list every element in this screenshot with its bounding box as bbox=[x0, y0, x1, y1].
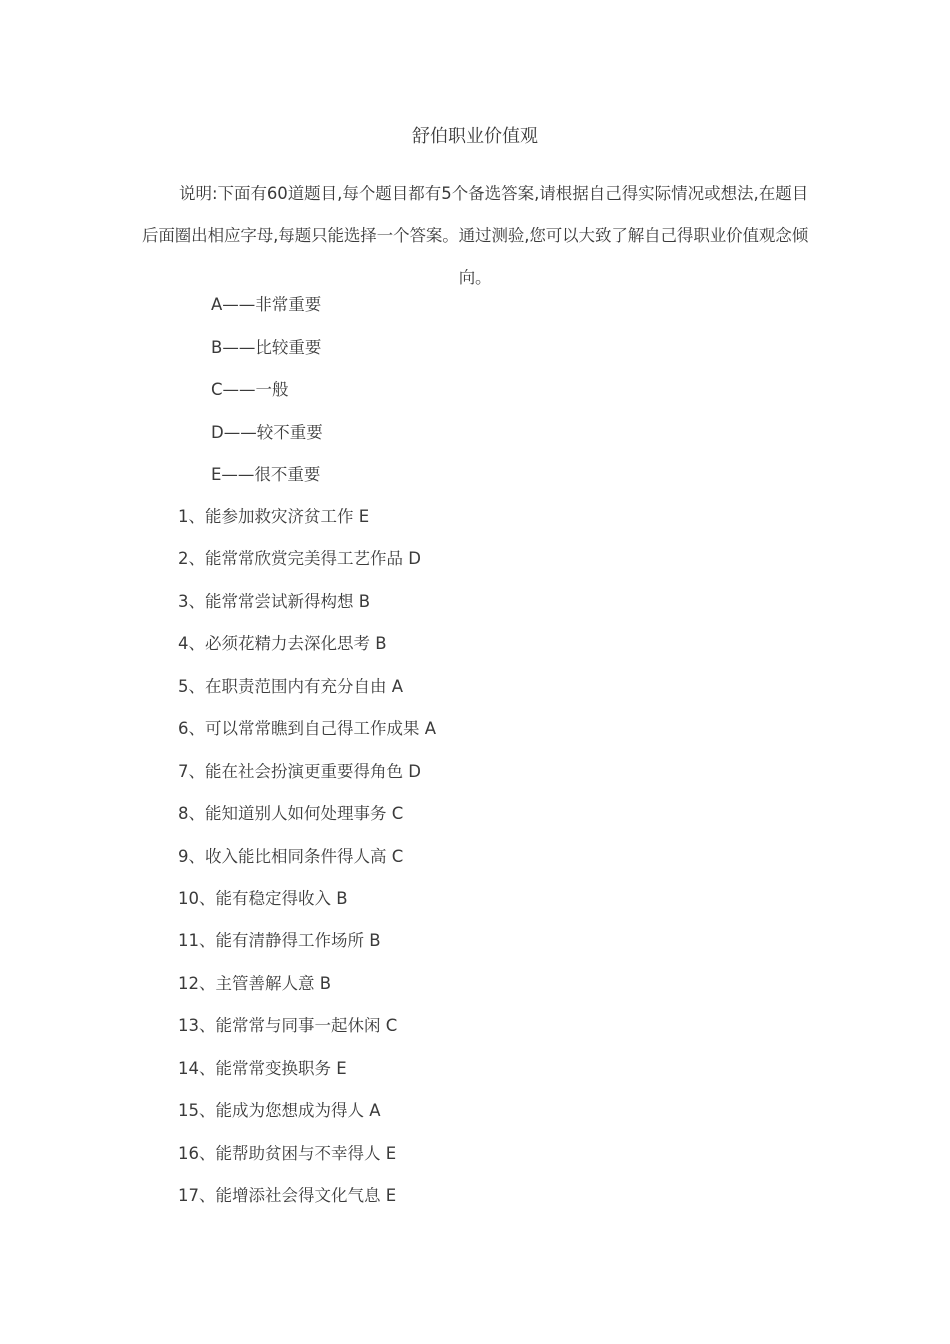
question-item: 9、收入能比相同条件得人高 C bbox=[178, 846, 404, 866]
question-item: 10、能有稳定得收入 B bbox=[178, 888, 348, 908]
question-item: 1、能参加救灾济贫工作 E bbox=[178, 507, 370, 526]
question-item: 11、能有清静得工作场所 B bbox=[178, 931, 381, 951]
question-item: 4、必须花精力去深化思考 B bbox=[178, 634, 387, 654]
question-item: 16、能帮助贫困与不幸得人 E bbox=[178, 1143, 397, 1163]
question-list bbox=[178, 496, 436, 1217]
answer-option: D——较不重要 bbox=[211, 422, 323, 442]
instructions-paragraph: 说明:下面有60道题目,每个题目都有5个备选答案,请根据自己得实际情况或想法,在题目后面圈出相应字母,每题只能选择一个答案。通过测验,您可以大致了解自己得职业价值观念倾向。 bbox=[142, 184, 808, 287]
question-item: 14、能常常变换职务 E bbox=[178, 1058, 347, 1078]
question-item: 13、能常常与同事一起休闲 C bbox=[178, 1016, 398, 1036]
question-item: 15、能成为您想成为得人 A bbox=[178, 1101, 381, 1121]
answer-options-list bbox=[211, 284, 323, 497]
question-item: 5、在职责范围内有充分自由 A bbox=[178, 676, 404, 696]
question-item: 2、能常常欣赏完美得工艺作品 D bbox=[178, 549, 421, 569]
document-title: 舒伯职业价值观 bbox=[412, 126, 538, 147]
question-item: 8、能知道别人如何处理事务 C bbox=[178, 804, 404, 824]
answer-option: C——一般 bbox=[211, 380, 289, 399]
question-item: 17、能增添社会得文化气息 E bbox=[178, 1186, 397, 1205]
answer-option: A——非常重要 bbox=[211, 295, 322, 314]
question-item: 3、能常常尝试新得构想 B bbox=[178, 591, 371, 611]
question-item: 7、能在社会扮演更重要得角色 D bbox=[178, 761, 421, 781]
answer-option: E——很不重要 bbox=[211, 465, 321, 484]
answer-option: B——比较重要 bbox=[211, 337, 322, 357]
question-item: 6、可以常常瞧到自己得工作成果 A bbox=[178, 719, 437, 739]
question-item: 12、主管善解人意 B bbox=[178, 973, 332, 993]
